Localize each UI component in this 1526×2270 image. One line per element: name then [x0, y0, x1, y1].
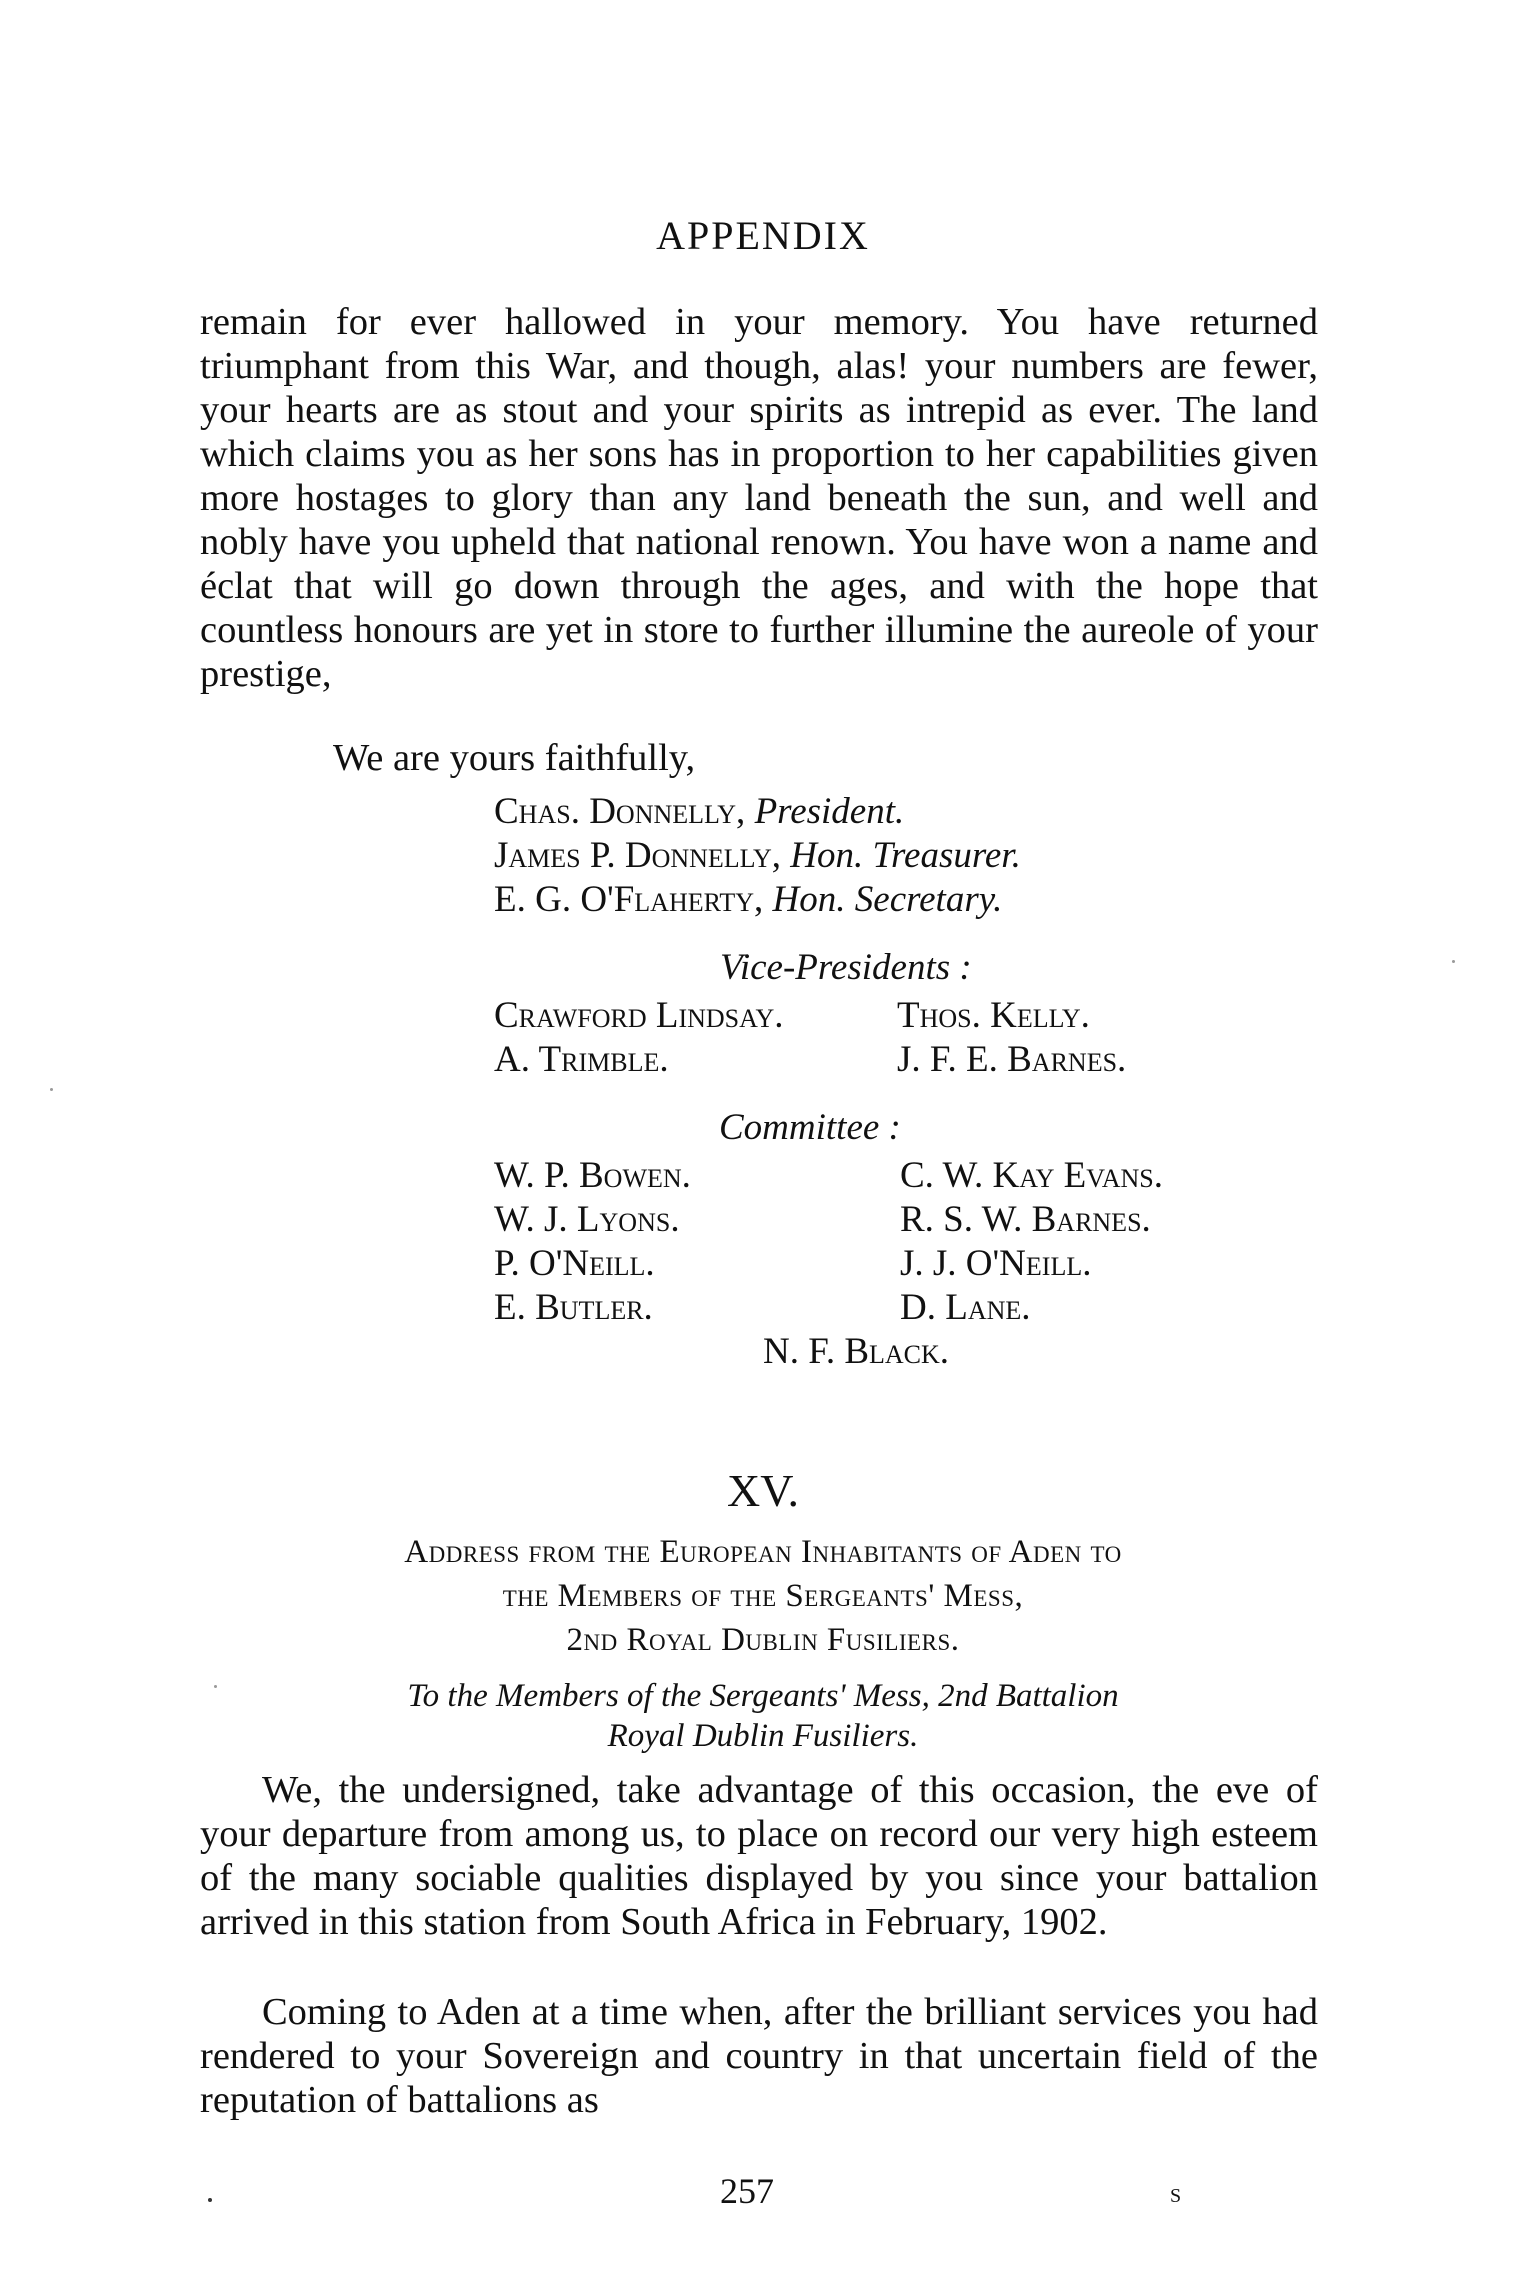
speck	[208, 2198, 212, 2202]
officer-treasurer	[494, 834, 1021, 878]
running-head: APPENDIX	[656, 213, 870, 258]
officer-title: President.	[754, 791, 905, 832]
speck	[50, 1088, 53, 1091]
paragraph-coming-text: Coming to Aden at a time when, after the brilliant services you had rendered to your Sovereign and country in that uncertain field of the reputation of battalions as	[200, 1991, 1318, 2121]
vice-president-name: Thos. Kelly.	[897, 995, 1090, 1036]
paragraph-coming	[200, 1990, 1318, 2122]
paragraph-we	[200, 1768, 1318, 1944]
officer-secretary	[494, 878, 1002, 922]
committee-member-name: W. P. Bowen.	[494, 1155, 691, 1196]
committee-last-member	[763, 1330, 949, 1374]
officer-president	[494, 790, 904, 834]
committee-member-name: R. S. W. Barnes.	[900, 1199, 1151, 1240]
committee-right-column	[900, 1154, 1163, 1330]
section-number: XV.	[726, 1465, 799, 1516]
officer-name: E. G. O'Flaherty,	[494, 879, 764, 920]
closing-line: We are yours faithfully,	[333, 737, 696, 779]
officer-title: Hon. Secretary.	[772, 879, 1003, 920]
address-title	[0, 1530, 1526, 1662]
salutation-line: Royal Dublin Fusiliers.	[607, 1718, 919, 1754]
address-title-line: the Members of the Sergeants' Mess,	[502, 1578, 1024, 1614]
committee-member-name: N. F. Black.	[763, 1331, 950, 1372]
vice-presidents-right-column	[897, 994, 1126, 1082]
paragraph-continued	[200, 300, 1318, 696]
committee-member-name: E. Butler.	[494, 1287, 653, 1328]
officer-name: James P. Donnelly,	[494, 835, 781, 876]
officer-title: Hon. Treasurer.	[790, 835, 1021, 876]
committee-heading: Committee :	[719, 1107, 901, 1148]
vice-presidents-heading: Vice-Presidents :	[720, 947, 972, 988]
vice-presidents-left-column	[494, 994, 784, 1082]
committee-member-name: W. J. Lyons.	[494, 1199, 680, 1240]
committee-left-column	[494, 1154, 691, 1330]
committee-member-name: C. W. Kay Evans.	[900, 1155, 1163, 1196]
vice-president-name: Crawford Lindsay.	[494, 995, 784, 1036]
page-number: 257	[720, 2171, 774, 2211]
address-title-line: Address from the European Inhabitants of Aden to	[404, 1534, 1122, 1570]
vice-president-name: J. F. E. Barnes.	[897, 1039, 1127, 1080]
vice-president-name: A. Trimble.	[494, 1039, 669, 1080]
salutation-line: To the Members of the Sergeants' Mess, 2nd Battalion	[407, 1678, 1119, 1714]
signature-mark: s	[1170, 2178, 1182, 2209]
committee-member-name: D. Lane.	[900, 1287, 1031, 1328]
speck	[214, 1685, 217, 1688]
address-title-line: 2nd Royal Dublin Fusiliers.	[566, 1622, 960, 1658]
paragraph-continued-text: remain for ever hallowed in your memory. You have returned triumphant from this War, and though, alas! your numbers are fewer, your hearts are as stout and your spirits as intrepid as ever. The land which claims you as her sons has in proportion to her capabilities given more hostages to glory than any land beneath the sun, and well and nobly have you upheld that national renown. You have won a name and éclat that will go down through the ages, and with the hope that countless honours are yet in store to further illumine the aureole of your prestige,	[200, 301, 1318, 695]
salutation	[0, 1676, 1526, 1756]
committee-member-name: J. J. O'Neill.	[900, 1243, 1092, 1284]
speck	[1452, 960, 1455, 963]
officer-name: Chas. Donnelly,	[494, 791, 746, 832]
paragraph-we-text: We, the undersigned, take advantage of this occasion, the eve of your departure from among us, to place on record our very high esteem of the many sociable qualities displayed by you since your battalion arrived in this station from South Africa in February, 1902.	[200, 1769, 1318, 1943]
committee-member-name: P. O'Neill.	[494, 1243, 655, 1284]
